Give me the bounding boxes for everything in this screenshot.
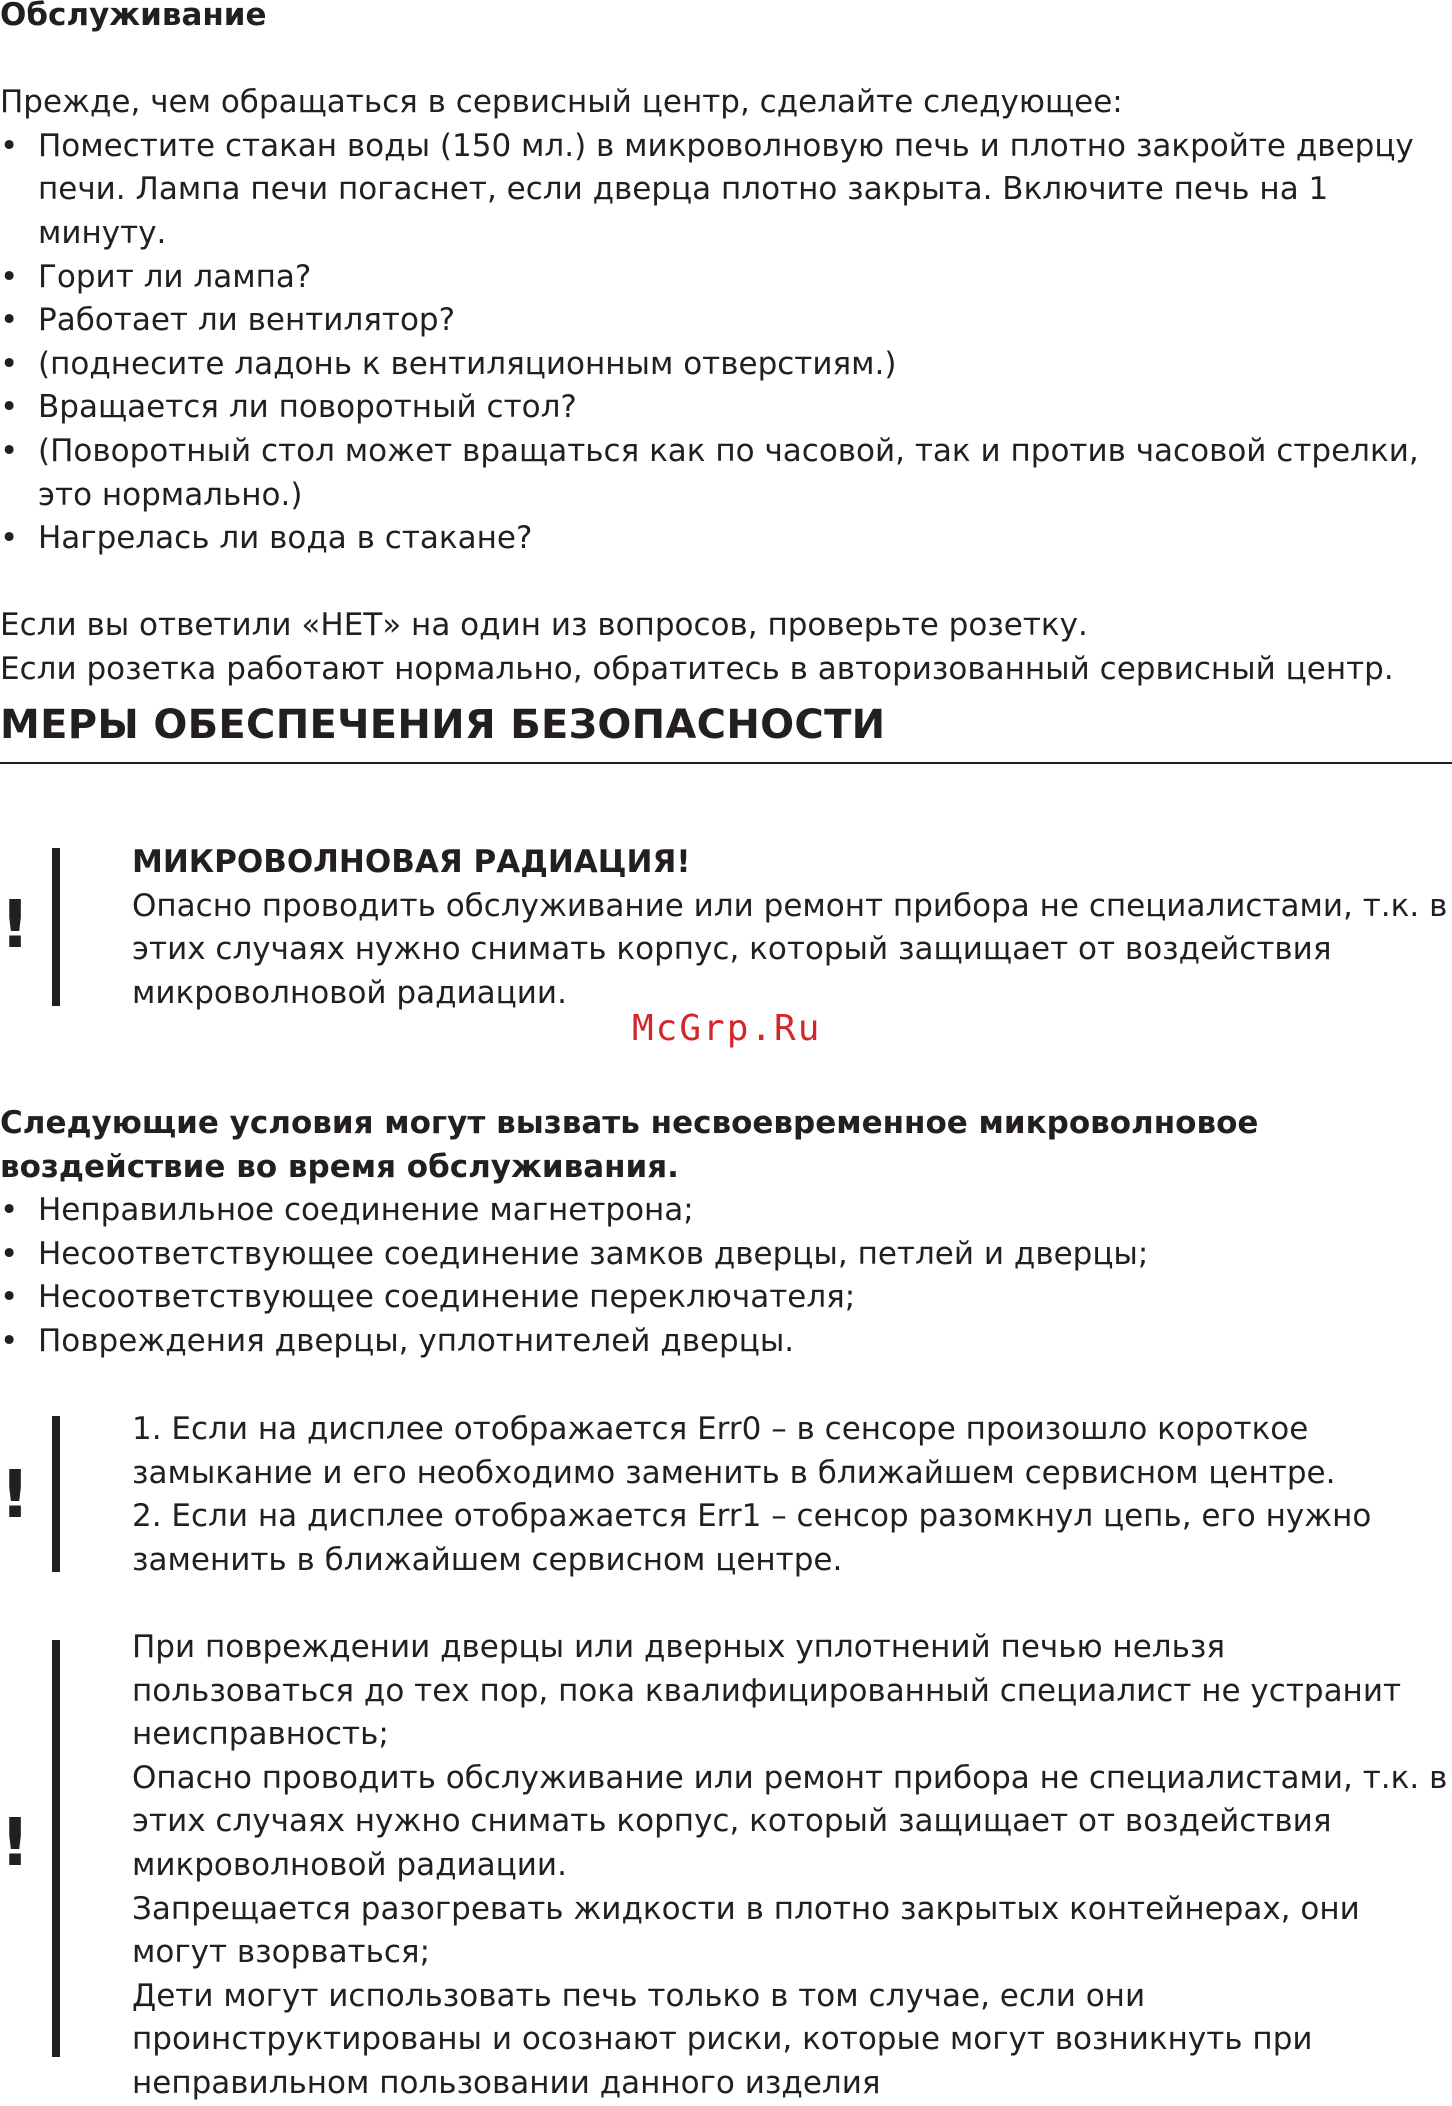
warning-error-codes xyxy=(132,1408,1452,1582)
list-item: • Неправильное соединение магнетрона; xyxy=(0,1192,694,1229)
warning-err1: 2. Если на дисплее отображается Err1 – сенсор разомкнул цепь, его нужно заменить в ближайшем сервисном центре. xyxy=(132,1498,1372,1578)
list-item: • Работает ли вентилятор? xyxy=(0,302,456,339)
exclamation-icon: ! xyxy=(0,1456,31,1533)
warning-general-para-3: Запрещается разогревать жидкости в плотно закрытых контейнерах, они могут взорваться; xyxy=(132,1890,1360,1971)
list-item: • Горит ли лампа? xyxy=(0,258,312,295)
maintenance-title: Обслуживание xyxy=(0,0,267,33)
warning-general-para-4: Дети могут использовать печь только в том случае, если они проинструктированы и осознают риски, которые могут возникнуть при неправильном пользовании данного изделия xyxy=(132,1977,1313,2101)
warning-general-para-2: Опасно проводить обслуживание или ремонт прибора не специалистами, т.к. в этих случаях нужно снимать корпус, который защищает от воздействия микроволновой радиации. xyxy=(132,1759,1448,1883)
list-item: • Поместите стакан воды (150 мл.) в микроволновую печь и плотно закройте дверцу печи. Лампа печи погаснет, если дверца плотно закрыта. Включите печь на 1 минуту. xyxy=(0,127,1414,251)
list-item: • Несоответствующее соединение замков дверцы, петлей и дверцы; xyxy=(0,1235,1149,1272)
list-item: • (поднесите ладонь к вентиляционным отверстиям.) xyxy=(0,345,897,382)
warning-general-para-1: При повреждении дверцы или дверных уплотнений печью нельзя пользоваться до тех пор, пока квалифицированный специалист не устранит неисправность; xyxy=(132,1629,1402,1753)
list-item: • Повреждения дверцы, уплотнителей дверцы. xyxy=(0,1322,795,1359)
conditions-title: Следующие условия могут вызвать несвоевременное микроволновое воздействие во время обслуживания. xyxy=(0,1105,1259,1185)
maintenance-section xyxy=(0,0,1452,692)
maintenance-outro-1: Если вы ответили «НЕТ» на один из вопросов, проверьте розетку. xyxy=(0,607,1088,644)
exclamation-icon: ! xyxy=(0,1804,31,1881)
maintenance-checklist xyxy=(0,125,1452,561)
maintenance-outro-2: Если розетка работают нормально, обратитесь в авторизованный сервисный центр. xyxy=(0,650,1394,687)
conditions-list xyxy=(0,1189,1452,1363)
exclamation-icon: ! xyxy=(0,886,31,963)
safety-heading: МЕРЫ ОБЕСПЕЧЕНИЯ БЕЗОПАСНОСТИ xyxy=(0,702,886,748)
list-item: • Нагрелась ли вода в стакане? xyxy=(0,520,533,557)
warning-radiation-text: Опасно проводить обслуживание или ремонт прибора не специалистами, т.к. в этих случаях нужно снимать корпус, который защищает от воздействия микроволновой радиации. xyxy=(132,887,1448,1011)
heading-divider xyxy=(0,762,1452,764)
warning-radiation-title: МИКРОВОЛНОВАЯ РАДИАЦИЯ! xyxy=(132,844,691,880)
conditions-section xyxy=(0,1102,1452,1364)
maintenance-intro: Прежде, чем обращаться в сервисный центр, сделайте следующее: xyxy=(0,84,1123,121)
warning-bar xyxy=(52,1640,60,2057)
warning-general xyxy=(132,1626,1452,2106)
warning-bar xyxy=(52,1416,60,1572)
list-item: • Несоответствующее соединение переключателя; xyxy=(0,1279,856,1316)
warning-radiation xyxy=(132,841,1452,1015)
list-item: • Вращается ли поворотный стол? xyxy=(0,389,577,426)
warning-err0: 1. Если на дисплее отображается Err0 – в сенсоре произошло короткое замыкание и его необходимо заменить в ближайшем сервисном центре. xyxy=(132,1411,1336,1491)
watermark: McGrp.Ru xyxy=(632,1008,822,1049)
warning-bar xyxy=(52,848,60,1006)
list-item: • (Поворотный стол может вращаться как по часовой, так и против часовой стрелки, это нормально.) xyxy=(0,432,1419,513)
